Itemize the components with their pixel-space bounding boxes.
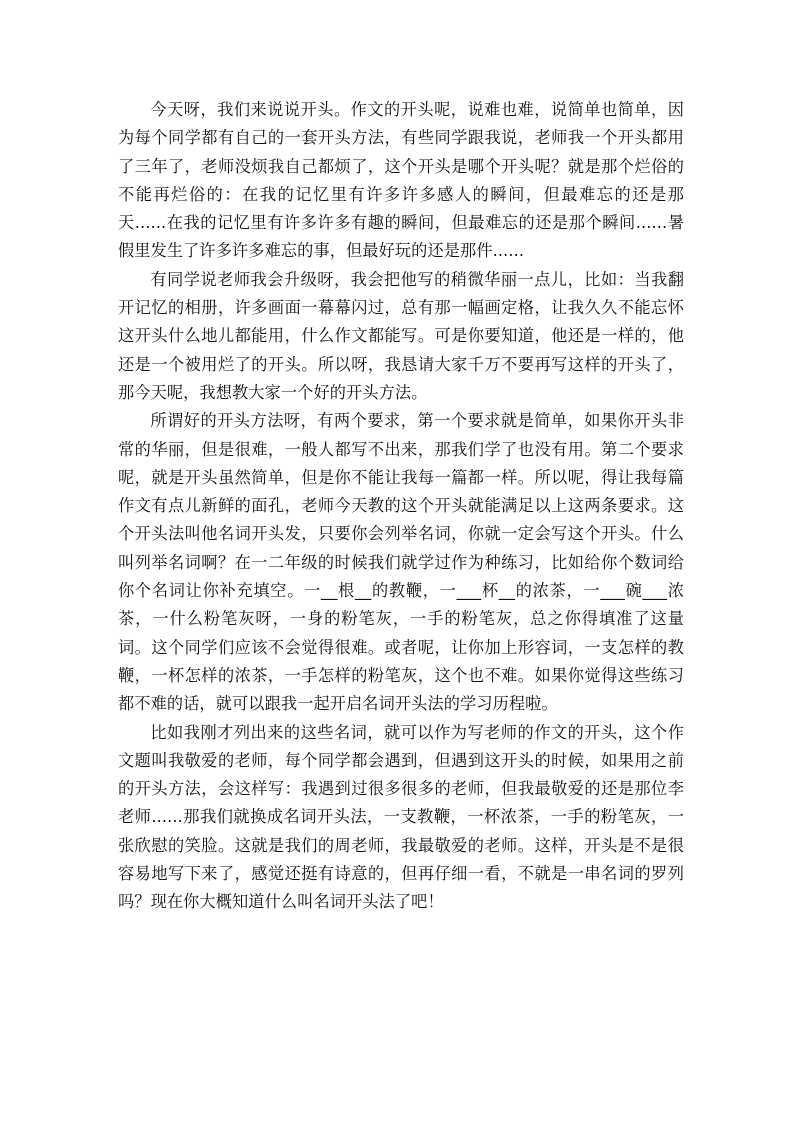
paragraph-example: 比如我刚才列出来的这些名词，就可以作为写老师的作文的开头，这个作文题叫我敬爱的老师，每个同学都会遇到，但遇到这开头的时候，如果用之前的开头方法，会这样写：我遇到过很多很多的老师，但我最敬爱的还是那位李老师......那我们就换成名词开头法，一支教鞭，一杯浓茶，一手的粉笔灰，一张欣慰的笑脸。这就是我们的周老师，我最敬爱的老师。这样，开头是不是很容易地写下来了，感觉还挺有诗意的，但再仔细一看，不就是一串名词的罗列吗？现在你大概知道什么叫名词开头法了吧！ — [118, 722, 684, 912]
document-page — [118, 96, 684, 917]
paragraph-requirements: 所谓好的开头方法呀，有两个要求，第一个要求就是简单，如果你开头非常的华丽，但是很难，一般人都写不出来，那我们学了也没有用。第二个要求呢，就是开头虽然简单，但是你不能让我每一篇都一样。所以呢，得让我每篇作文有点儿新鲜的面孔，老师今天教的这个开头就能满足以上这两条要求。这个开头法叫他名词开头发，只要你会列举名词，你就一定会写这个开头。什么叫列举名词啊？在一二年级的时候我们就学过作为种练习，比如给你个数词给你个名词让你补充填空。一__根__的教鞭，一___杯__的浓茶，一___碗___浓茶，一什么粉笔灰呀，一身的粉笔灰，一手的粉笔灰，总之你得填准了这量词。这个同学们应该不会觉得很难。或者呢，让你加上形容词，一支怎样的教鞭，一杯怎样的浓茶，一手怎样的粉笔灰，这个也不难。如果你觉得这些练习都不难的话，就可以跟我一起开启名词开头法的学习历程啦。 — [118, 411, 684, 714]
paragraph-upgrade: 有同学说老师我会升级呀，我会把他写的稍微华丽一点儿，比如：当我翻开记忆的相册，许多画面一幕幕闪过，总有那一幅画定格，让我久久不能忘怀这开头什么地儿都能用，什么作文都能写。可是你要知道，他还是一样的，他还是一个被用烂了的开头。所以呀，我恳请大家千万不要再写这样的开头了，那今天呢，我想教大家一个好的开头方法。 — [118, 269, 684, 402]
paragraph-intro: 今天呀，我们来说说开头。作文的开头呢，说难也难，说简单也简单，因为每个同学都有自己的一套开头方法，有些同学跟我说，老师我一个开头都用了三年了，老师没烦我自己都烦了，这个开头是哪个开头呢？就是那个烂俗的不能再烂俗的：在我的记忆里有许多许多感人的瞬间，但最难忘的还是那天......在我的记忆里有许多许多有趣的瞬间，但最难忘的还是那个瞬间......暑假里发生了许多许多难忘的事，但最好玩的还是那件...... — [118, 100, 684, 261]
